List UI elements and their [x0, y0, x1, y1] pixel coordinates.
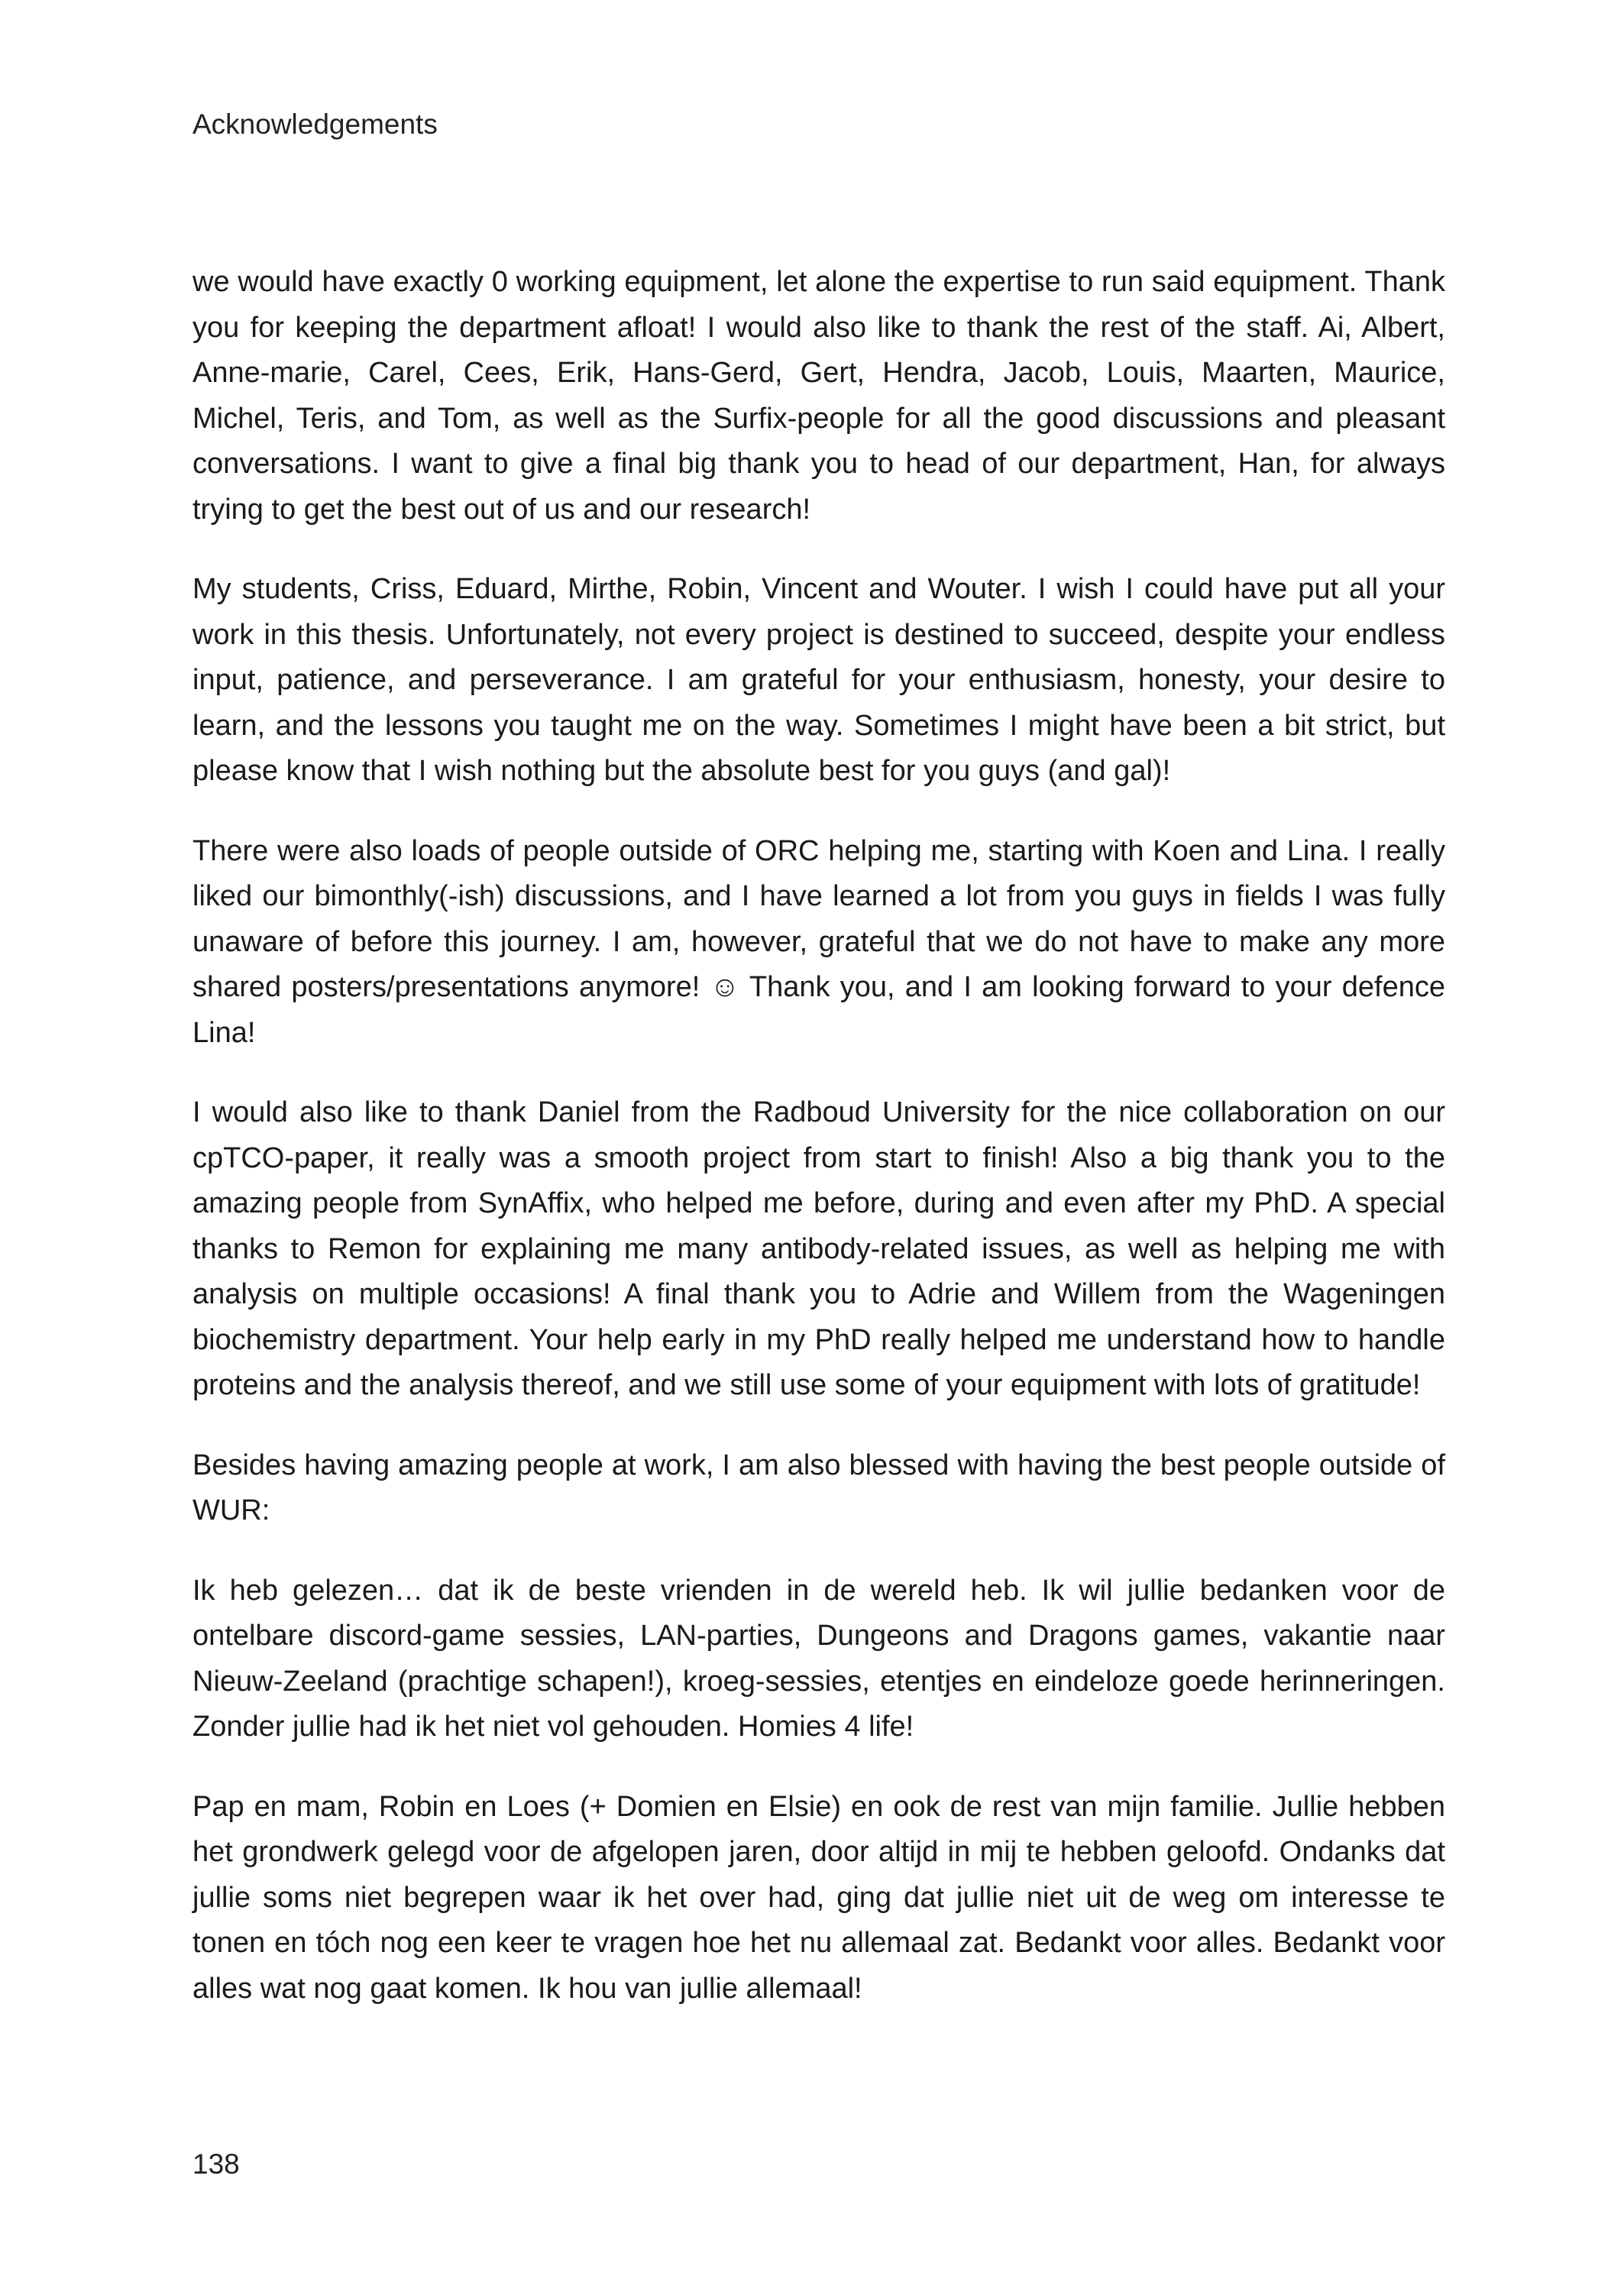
running-header: Acknowledgements: [192, 108, 438, 140]
paragraph-staff-thanks: we would have exactly 0 working equipment, let alone the expertise to run said equipment. Thank you for keeping the department afloat! I would also like to thank the rest of the staff. Ai, Albert, Anne-marie, Carel, Cees, Erik, Hans-Gerd, Gert, Hendra, Jacob, Louis, Maarten, Maurice, Michel, Teris, and Tom, as well as the Surfix-people for all the good discussions and pleasant conversations. I want to give a final big thank you to head of our department, Han, for always trying to get the best out of us and our research!: [192, 266, 1445, 526]
paragraph-outside-orc: There were also loads of people outside of ORC helping me, starting with Koen and Lina. I really liked our bimonthly(-ish) discussions, and I have learned a lot from you guys in fields I was fully unaware of before this journey. I am, however, grateful that we do not have to make any more shared posters/presentations anymore! ☺ Thank you, and I am looking forward to your defence Lina!: [192, 834, 1445, 1049]
paragraph-family: Pap en mam, Robin en Loes (+ Domien en Elsie) en ook de rest van mijn familie. Jullie hebben het grondwerk gelegd voor de afgelopen jaren, door altijd in mij te hebben geloofd. Ondanks dat jullie soms niet begrepen waar ik het over had, ging dat jullie niet uit de weg om interesse te tonen en tóch nog een keer te vragen hoe het nu allemaal zat. Bedankt voor alles. Bedankt voor alles wat nog gaat komen. Ik hou van jullie allemaal!: [192, 1790, 1445, 2005]
page-number: 138: [192, 2148, 240, 2180]
paragraph-outside-wur: Besides having amazing people at work, I am also blessed with having the best people outside of WUR:: [192, 1449, 1445, 1526]
paragraph-friends: Ik heb gelezen… dat ik de beste vrienden in de wereld heb. Ik wil jullie bedanken voor de ontelbare discord-game sessies, LAN-parties, Dungeons and Dragons games, vakantie naar Nieuw-Zeeland (prachtige schapen!), kroeg-sessies, etentjes en eindeloze goede herinneringen. Zonder jullie had ik het niet vol gehouden. Homies 4 life!: [192, 1574, 1445, 1743]
body-text: [192, 260, 1445, 2046]
paragraph-students: My students, Criss, Eduard, Mirthe, Robin, Vincent and Wouter. I wish I could have put all your work in this thesis. Unfortunately, not every project is destined to succeed, despite your endless input, patience, and perseverance. I am grateful for your enthusiasm, honesty, your desire to learn, and the lessons you taught me on the way. Sometimes I might have been a bit strict, but please know that I wish nothing but the absolute best for you guys (and gal)!: [192, 573, 1445, 787]
paragraph-collaborations: I would also like to thank Daniel from the Radboud University for the nice collaboration on our cpTCO-paper, it really was a smooth project from start to finish! Also a big thank you to the amazing people from SynAffix, who helped me before, during and even after my PhD. A special thanks to Remon for explaining me many antibody-related issues, as well as helping me with analysis on multiple occasions! A final thank you to Adrie and Willem from the Wageningen biochemistry department. Your help early in my PhD really helped me understand how to handle proteins and the analysis thereof, and we still use some of your equipment with lots of gratitude!: [192, 1096, 1445, 1401]
